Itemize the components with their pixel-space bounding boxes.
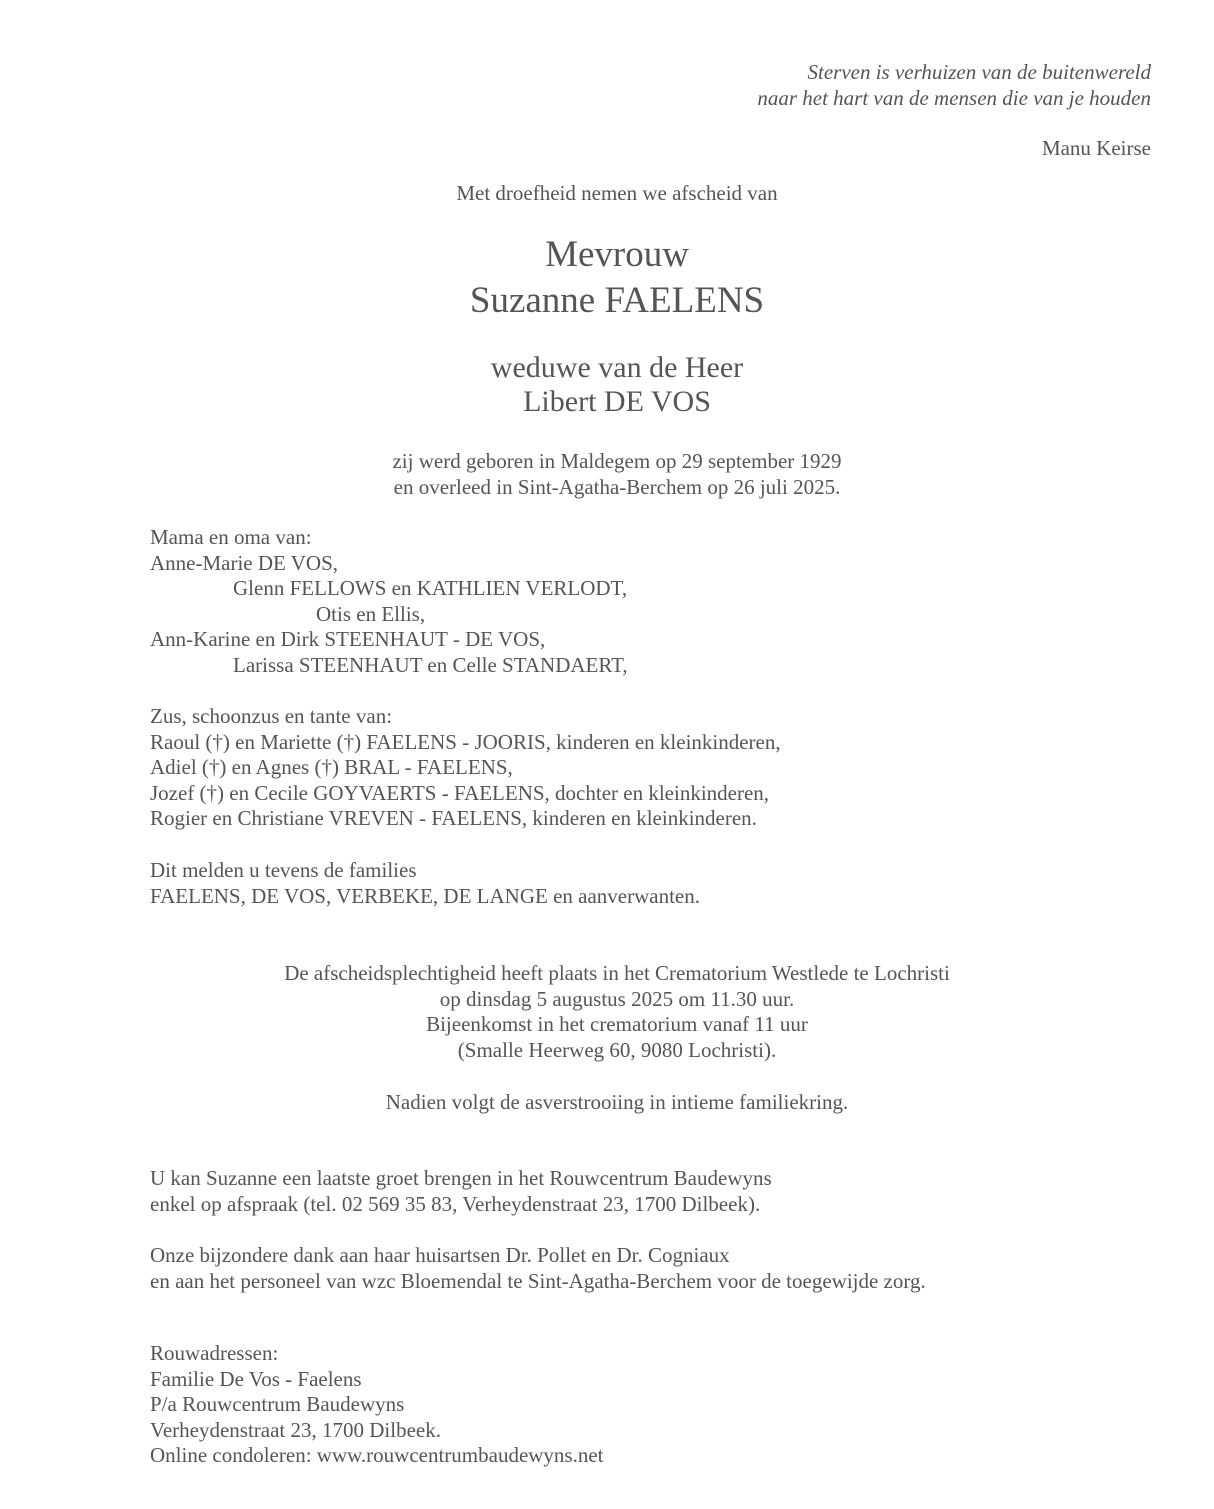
ceremony-line: Bijeenkomst in het crematorium vanaf 11 uur [426, 1012, 808, 1037]
family-line: Otis en Ellis, [316, 601, 426, 626]
birth-line: zij werd geboren in Maldegem op 29 september 1929 [392, 449, 842, 473]
condolence-link[interactable]: Online condoleren: www.rouwcentrumbaudewyns.net [150, 1443, 604, 1468]
thanks-line-1: Onze bijzondere dank aan haar huisartsen Dr. Pollet en Dr. Cogniaux [150, 1243, 730, 1267]
sibling-line: Jozef (†) en Cecile GOYVAERTS - FAELENS, dochter en kleinkinderen, [150, 780, 770, 805]
life-dates [0, 448, 1214, 500]
sibling-line: Adiel (†) en Agnes (†) BRAL - FAELENS, [150, 755, 513, 780]
families-line-2: FAELENS, DE VOS, VERBEKE, DE LANGE en aanverwanten. [150, 883, 700, 908]
families-section [150, 858, 700, 909]
family-line: Larissa STEENHAUT en Celle STANDAERT, [233, 652, 628, 677]
thanks-section [150, 1243, 926, 1294]
family-line: Glenn FELLOWS en KATHLIEN VERLODT, [233, 576, 628, 601]
address-line: P/a Rouwcentrum Baudewyns [150, 1392, 405, 1417]
death-line: en overleed in Sint-Agatha-Berchem op 26 juli 2025. [393, 475, 841, 499]
spouse-block [0, 351, 1214, 419]
intro-text: Met droefheid nemen we afscheid van [456, 181, 778, 205]
ceremony-after: Nadien volgt de asverstrooiing in intieme familiekring. [385, 1090, 849, 1114]
ceremony-line: op dinsdag 5 augustus 2025 om 11.30 uur. [439, 986, 795, 1011]
visit-line-1: U kan Suzanne een laatste groet brengen in het Rouwcentrum Baudewyns [150, 1166, 772, 1190]
siblings-section [150, 704, 781, 832]
family-line: Anne-Marie DE VOS, [150, 550, 338, 575]
spouse-name: Libert DE VOS [523, 385, 711, 418]
quote-author: Manu Keirse [1041, 136, 1151, 160]
ceremony-line: De afscheidsplechtigheid heeft plaats in het Crematorium Westlede te Lochristi [284, 961, 950, 985]
visit-line-2: enkel op afspraak (tel. 02 569 35 83, Verheydenstraat 23, 1700 Dilbeek). [150, 1191, 761, 1216]
family-section [150, 525, 628, 679]
siblings-heading: Zus, schoonzus en tante van: [150, 704, 393, 728]
quote-line-1: Sterven is verhuizen van de buitenwereld [807, 60, 1151, 84]
family-heading: Mama en oma van: [150, 525, 312, 549]
addresses-heading: Rouwadressen: [150, 1341, 279, 1365]
deceased-name-block [0, 232, 1214, 324]
address-line: Familie De Vos - Faelens [150, 1366, 362, 1391]
deceased-name: Suzanne FAELENS [469, 280, 765, 321]
quote [757, 59, 1151, 111]
families-line-1: Dit melden u tevens de families [150, 858, 417, 882]
thanks-line-2: en aan het personeel van wzc Bloemendal te Sint-Agatha-Berchem voor de toegewijde zorg. [150, 1268, 926, 1293]
addresses-section [150, 1341, 604, 1469]
address-line: Verheydenstraat 23, 1700 Dilbeek. [150, 1417, 441, 1442]
sibling-line: Raoul (†) en Mariette (†) FAELENS - JOORIS, kinderen en kleinkinderen, [150, 729, 781, 754]
deceased-title: Mevrouw [545, 234, 689, 275]
ceremony-line: (Smalle Heerweg 60, 9080 Lochristi). [457, 1037, 777, 1062]
ceremony-section [0, 961, 1214, 1063]
quote-line-2: naar het hart van de mensen die van je houden [757, 86, 1151, 110]
sibling-line: Rogier en Christiane VREVEN - FAELENS, kinderen en kleinkinderen. [150, 806, 757, 831]
family-line: Ann-Karine en Dirk STEENHAUT - DE VOS, [150, 627, 546, 652]
spouse-line-1: weduwe van de Heer [490, 351, 744, 384]
visit-section [150, 1166, 772, 1217]
